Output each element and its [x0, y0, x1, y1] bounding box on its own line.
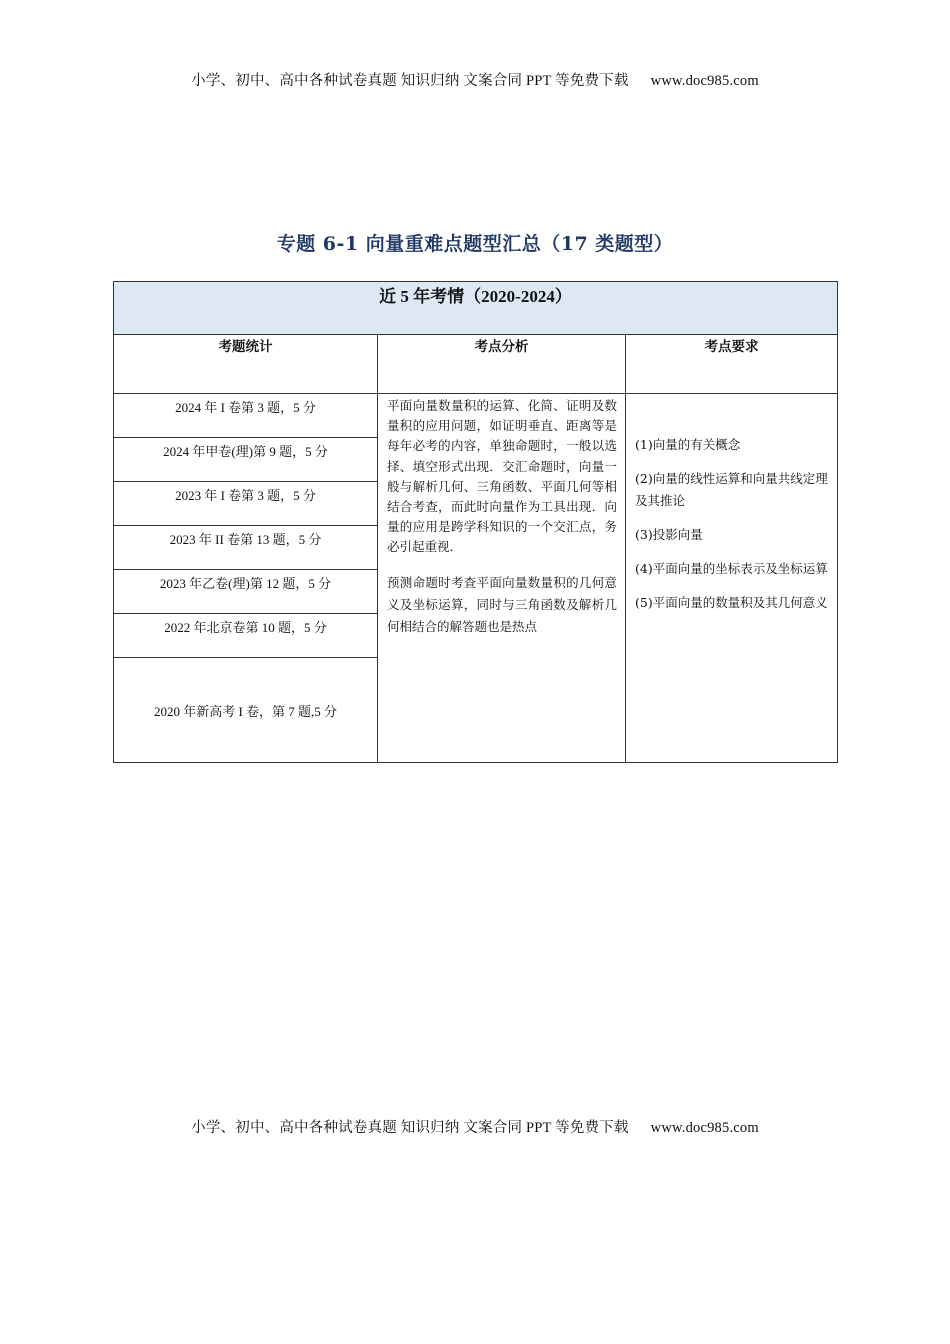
column-header-stats: 考题统计 — [114, 335, 378, 394]
stat-item: 2023 年 II 卷第 13 题，5 分 — [114, 526, 378, 570]
stat-item: 2024 年甲卷(理)第 9 题，5 分 — [114, 438, 378, 482]
column-header-row — [114, 335, 838, 394]
column-header-requirements: 考点要求 — [626, 335, 838, 394]
table-header: 近 5 年考情（2020-2024） — [114, 282, 838, 335]
column-header-analysis: 考点分析 — [378, 335, 626, 394]
table-row — [114, 394, 838, 438]
analysis-paragraph: 预测命题时考查平面向量数量积的几何意义及坐标运算，同时与三角函数及解析几何相结合的解答题也是热点 — [387, 574, 617, 634]
stat-item: 2024 年 I 卷第 3 题，5 分 — [114, 394, 378, 438]
stat-item: 2023 年 I 卷第 3 题，5 分 — [114, 482, 378, 526]
stat-item: 2022 年北京卷第 10 题，5 分 — [114, 614, 378, 658]
requirement-item: (3)投影向量 — [635, 527, 703, 542]
requirement-item: (2)向量的线性运算和向量共线定理及其推论 — [635, 471, 828, 508]
exam-analysis-table — [113, 281, 838, 763]
footer-banner — [0, 1116, 950, 1137]
stat-item: 2023 年乙卷(理)第 12 题，5 分 — [114, 570, 378, 614]
banner-url-link[interactable]: www.doc985.com — [650, 73, 759, 89]
analysis-paragraph: 平面向量数量积的运算、化简、证明及数量积的应用问题，如证明垂直、距离等是每年必考的内容，单独命题时，一般以选择、填空形式出现．交汇命题时，向量一般与解析几何、三角函数、平面几何等相结合考查，而此时向量作为工具出现．向量的应用是跨学科知识的一个交汇点，务必引起重视． — [387, 398, 617, 555]
requirements-cell — [626, 394, 838, 763]
stat-item: 2020 年新高考 I 卷，第 7 题,5 分 — [114, 658, 378, 763]
footer-url-link[interactable]: www.doc985.com — [650, 1120, 759, 1136]
footer-text: 小学、初中、高中各种试卷真题 知识归纳 文案合同 PPT 等免费下载 — [191, 1120, 629, 1136]
analysis-cell — [378, 394, 626, 763]
requirement-item: (5)平面向量的数量积及其几何意义 — [635, 595, 828, 610]
page-title: 专题 6-1 向量重难点题型汇总（17 类题型） — [276, 233, 674, 255]
table-header-row — [114, 282, 838, 335]
requirement-item: (4)平面向量的坐标表示及坐标运算 — [635, 561, 828, 576]
header-banner — [0, 69, 950, 90]
banner-text: 小学、初中、高中各种试卷真题 知识归纳 文案合同 PPT 等免费下载 — [191, 73, 629, 89]
requirement-item: (1)向量的有关概念 — [635, 437, 741, 452]
